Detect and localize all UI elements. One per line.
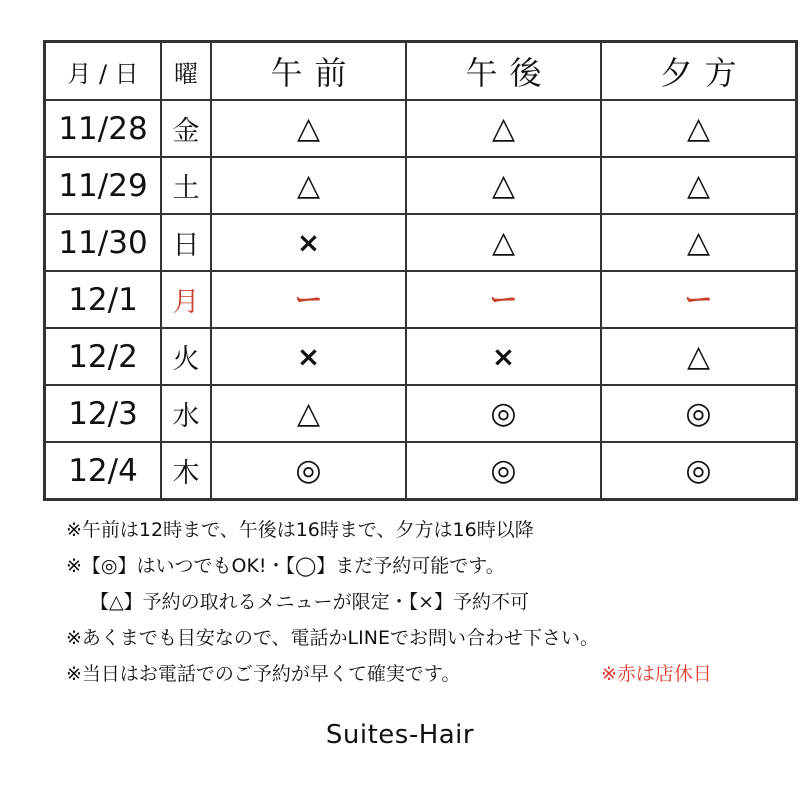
morning-availability <box>211 271 406 328</box>
header-day: 曜 <box>161 42 211 101</box>
dash-icon: ー <box>684 282 713 316</box>
day-cell-closed: 月 <box>161 271 211 328</box>
afternoon-availability <box>406 385 601 442</box>
table-row <box>45 214 797 271</box>
dash-icon: ー <box>294 282 323 316</box>
cross-icon: × <box>491 339 516 373</box>
double-circle-icon: ◎ <box>685 395 712 431</box>
morning-availability <box>211 100 406 157</box>
date-cell: 11/30 <box>45 214 162 271</box>
afternoon-availability <box>406 157 601 214</box>
note-same-day <box>66 656 756 692</box>
afternoon-availability <box>406 271 601 328</box>
reservation-schedule-table <box>43 40 798 501</box>
evening-availability <box>601 157 797 214</box>
morning-availability <box>211 385 406 442</box>
day-cell: 火 <box>161 328 211 385</box>
morning-availability <box>211 328 406 385</box>
day-cell: 水 <box>161 385 211 442</box>
day-cell: 土 <box>161 157 211 214</box>
day-cell: 日 <box>161 214 211 271</box>
header-afternoon: 午後 <box>406 42 601 101</box>
table-row <box>45 271 797 328</box>
date-cell: 12/1 <box>45 271 162 328</box>
triangle-icon: △ <box>686 224 711 260</box>
triangle-icon: △ <box>686 167 711 203</box>
header-date: 月 / 日 <box>45 42 162 101</box>
double-circle-icon: ◎ <box>685 452 712 488</box>
day-cell: 木 <box>161 442 211 500</box>
date-cell: 11/28 <box>45 100 162 157</box>
note-legend-limited: 【△】予約の取れるメニューが限定・【×】予約不可 <box>90 591 530 613</box>
cross-icon: × <box>296 339 321 373</box>
dash-icon: ー <box>489 282 518 316</box>
morning-availability <box>211 442 406 500</box>
date-cell: 12/2 <box>45 328 162 385</box>
afternoon-availability <box>406 214 601 271</box>
header-morning: 午前 <box>211 42 406 101</box>
header-evening: 夕方 <box>601 42 797 101</box>
triangle-icon: △ <box>491 224 516 260</box>
evening-availability <box>601 100 797 157</box>
shop-name: Suites-Hair <box>325 720 475 750</box>
evening-availability <box>601 271 797 328</box>
afternoon-availability <box>406 100 601 157</box>
note-legend-available: ※【◎】はいつでもOK!・【◯】まだ予約可能です。 <box>66 555 505 577</box>
day-cell: 金 <box>161 100 211 157</box>
note-closed-day: ※赤は店休日 <box>601 663 712 685</box>
evening-availability <box>601 214 797 271</box>
triangle-icon: △ <box>686 338 711 374</box>
triangle-icon: △ <box>491 167 516 203</box>
table-row <box>45 157 797 214</box>
date-cell: 12/4 <box>45 442 162 500</box>
table-row <box>45 442 797 500</box>
morning-availability <box>211 214 406 271</box>
table-row <box>45 100 797 157</box>
triangle-icon: △ <box>491 110 516 146</box>
notes-section <box>66 512 756 692</box>
table-row <box>45 328 797 385</box>
double-circle-icon: ◎ <box>490 395 517 431</box>
double-circle-icon: ◎ <box>295 452 322 488</box>
triangle-icon: △ <box>296 110 321 146</box>
triangle-icon: △ <box>296 167 321 203</box>
cross-icon: × <box>296 225 321 259</box>
evening-availability <box>601 385 797 442</box>
date-cell: 11/29 <box>45 157 162 214</box>
table-header-row <box>45 42 797 101</box>
note-contact: ※あくまでも目安なので、電話かLINEでお問い合わせ下さい。 <box>66 627 599 649</box>
evening-availability <box>601 328 797 385</box>
note-hours: ※午前は12時まで、午後は16時まで、夕方は16時以降 <box>66 519 534 541</box>
morning-availability <box>211 157 406 214</box>
afternoon-availability <box>406 328 601 385</box>
table-row <box>45 385 797 442</box>
double-circle-icon: ◎ <box>490 452 517 488</box>
triangle-icon: △ <box>296 395 321 431</box>
evening-availability <box>601 442 797 500</box>
triangle-icon: △ <box>686 110 711 146</box>
date-cell: 12/3 <box>45 385 162 442</box>
afternoon-availability <box>406 442 601 500</box>
note-same-day-text: ※当日はお電話でのご予約が早くて確実です。 <box>66 663 461 685</box>
